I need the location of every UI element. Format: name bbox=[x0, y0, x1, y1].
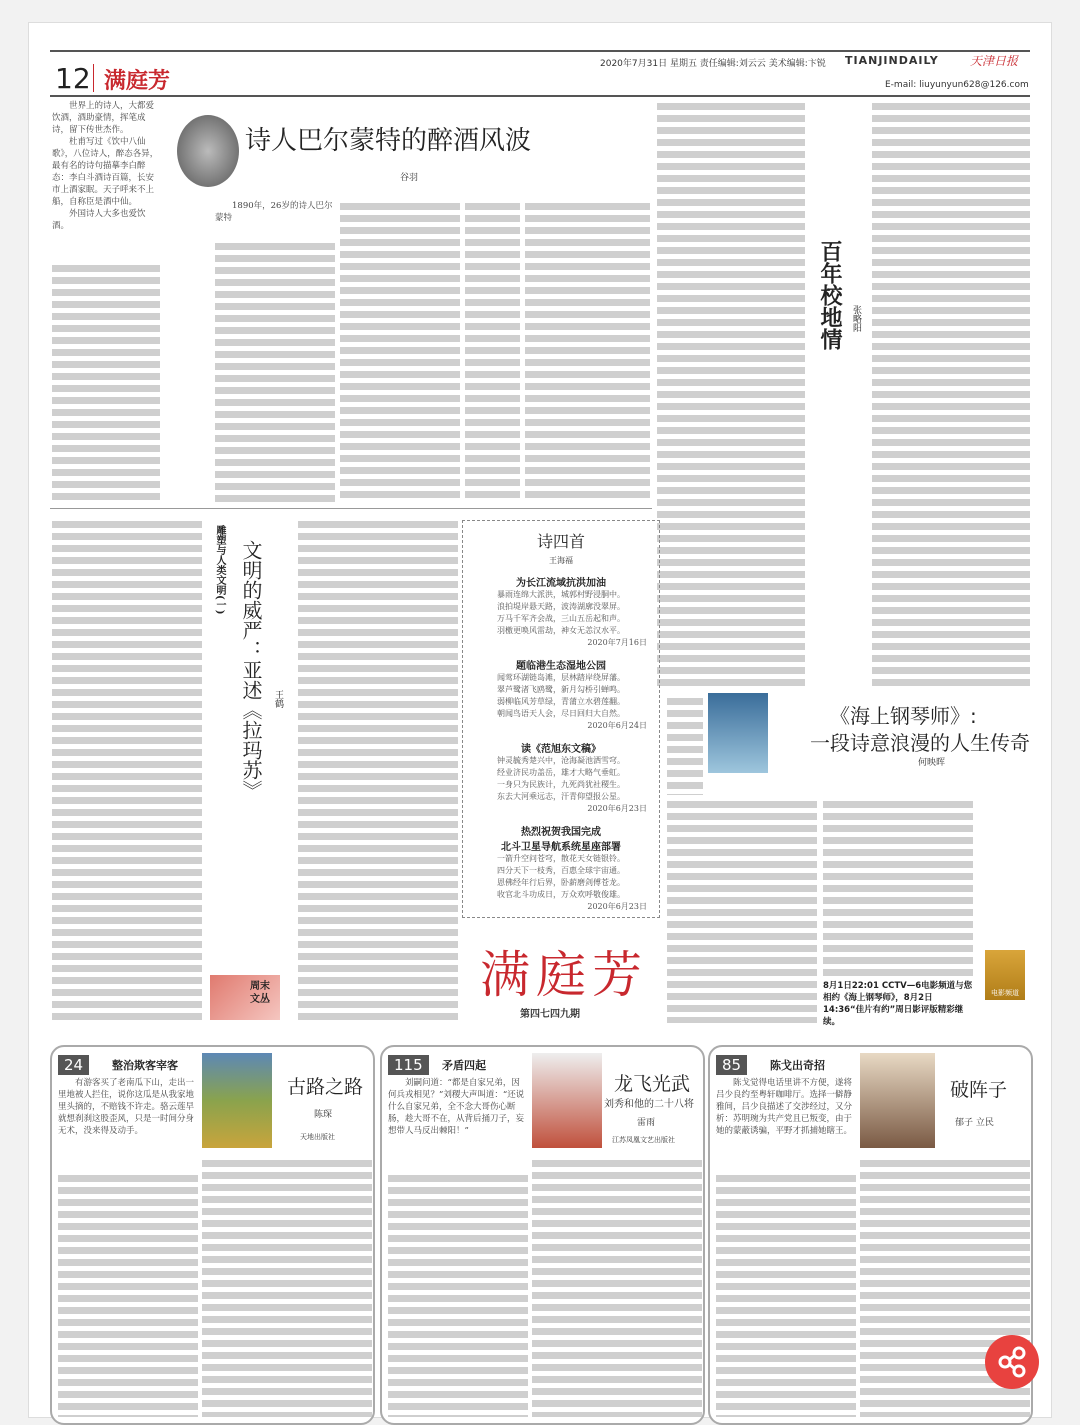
share-icon bbox=[985, 1335, 1039, 1389]
book-subtitle: 刘秀和他的二十八将 bbox=[604, 1099, 694, 1110]
serial-col bbox=[58, 1172, 198, 1417]
poem-line: 一箭升空问苍穹，散花天女链银铃。 bbox=[497, 854, 625, 863]
poem-line: 闻莺环湖链岛滩，层林踏岸绕屏藩。 bbox=[497, 673, 625, 682]
serial-number: 115 bbox=[388, 1055, 429, 1075]
serial-1 bbox=[50, 1045, 375, 1425]
article1-intro: 世界上的诗人，大都爱饮酒，酒助豪情，挥笔成诗，留下传世杰作。 杜甫写过《饮中八仙歌》，八位诗人，醉态各异，最有名的诗句描摹李白醉态：李白斗酒诗百篇，长安市上酒家眠。天子呼来不上船，自称臣是酒中仙。 外国诗人大多也爱饮酒。 bbox=[52, 101, 159, 231]
poems-title: 诗四首 bbox=[536, 532, 585, 551]
poem-line: 经业济民功盖岳，雄才大略气垂虹。 bbox=[497, 768, 625, 777]
publisher: 天地出版社 bbox=[300, 1133, 335, 1141]
portrait-image bbox=[177, 115, 239, 187]
poem-line: 收官北斗功成日，万众欢呼敬俊雄。 bbox=[497, 890, 625, 899]
poem-line: 暴雨连绵大派洪，城郭村野浸胴中。 bbox=[497, 590, 625, 599]
poem-line: 浪拍堤岸悬天路，波涛湖廓没翠屏。 bbox=[497, 602, 625, 611]
top-rule bbox=[50, 50, 1030, 52]
article1-author: 谷羽 bbox=[400, 173, 419, 183]
serial-number: 24 bbox=[58, 1055, 89, 1075]
article1-col bbox=[340, 200, 460, 500]
share-button[interactable] bbox=[985, 1335, 1039, 1389]
dateline: 2020年7月31日 星期五 责任编辑:刘云云 美术编辑:卞锐 bbox=[600, 59, 826, 69]
article4-title-2: 一段诗意浪漫的人生传奇 bbox=[810, 731, 1030, 755]
book-title: 破阵子 bbox=[950, 1079, 1008, 1101]
serial-col bbox=[388, 1172, 528, 1417]
historic-photo bbox=[860, 1053, 935, 1148]
article1-lead: 1890年，26岁的诗人巴尔蒙特 bbox=[215, 201, 333, 223]
article3-author: 王鹤 bbox=[273, 690, 283, 708]
page-number: 12 bbox=[55, 62, 91, 95]
poem-line: 万马千军齐会战，三山五岳起和声。 bbox=[497, 614, 625, 623]
series-label: 雕塑与人类文明(一) bbox=[214, 525, 225, 615]
serial-col bbox=[716, 1172, 856, 1417]
article1-col bbox=[525, 200, 650, 500]
poem-line: 钟灵毓秀楚兴中，沧海凝池洒雪穹。 bbox=[497, 756, 625, 765]
poem-date: 2020年6月23日 bbox=[587, 902, 647, 911]
divider bbox=[93, 64, 94, 92]
article4-col bbox=[667, 798, 817, 1023]
serial-text: 陈戈觉得电话里讲不方便，遂将吕少良约至粤轩咖啡厅。选择一僻静雅间，吕少良描述了交涉经过，又分析：苏明琬为共产党且已叛变，由于她的蒙蔽诱骗，平野才抓捕她瞎王。 bbox=[716, 1078, 853, 1136]
serial-2 bbox=[380, 1045, 705, 1425]
poem-line: 羽檄更唤风雷劫，神女无恙汉水平。 bbox=[497, 626, 625, 635]
poem-line: 弱柳临风芳草绿，青蒲立水碧莲翻。 bbox=[497, 697, 625, 706]
article2-author: 张略阳 bbox=[851, 305, 861, 332]
poem-line: 四分天下一枝秀，百惠全球宇宙通。 bbox=[497, 866, 625, 875]
weekend-logo-text: 周末文丛 bbox=[250, 981, 270, 1005]
serial-text: 刘嗣问道：“都是自家兄弟，因何兵戎相见？”刘稷大声叫道：“还说什么自家兄弟，全不念大哥伤心断肠，趁大哥不在，从背后捅刀子，妄想带人马反出棘阳！” bbox=[388, 1078, 525, 1136]
serial-col bbox=[532, 1157, 702, 1417]
brand-logo: 天津日报 bbox=[970, 54, 1019, 68]
section-title: 满庭芳 bbox=[104, 69, 171, 94]
issue-number: 第四七四九期 bbox=[520, 1009, 580, 1020]
article4-col bbox=[823, 798, 973, 976]
poem-line: 东去大河乘远志，汗青仰望报公星。 bbox=[497, 792, 625, 801]
poem-title: 读《范旭东文稿》 bbox=[521, 744, 601, 755]
book-author: 陈琛 bbox=[314, 1110, 333, 1120]
poem-date: 2020年6月23日 bbox=[587, 804, 647, 813]
publisher: 江苏凤凰文艺出版社 bbox=[612, 1136, 675, 1144]
poem-date: 2020年7月16日 bbox=[587, 638, 647, 647]
poem-title: 热烈祝贺我国完成 北斗卫星导航系统星座部署 bbox=[501, 827, 621, 853]
poems-author: 王海福 bbox=[549, 556, 573, 565]
article1-col bbox=[215, 240, 335, 502]
serial-number: 85 bbox=[716, 1055, 747, 1075]
movie-poster bbox=[708, 693, 768, 773]
article2-col bbox=[657, 100, 805, 690]
section-logo: 满庭芳 bbox=[480, 946, 648, 1004]
article3-col bbox=[298, 518, 458, 1023]
article4-author: 何映晖 bbox=[918, 758, 946, 768]
article4-col bbox=[667, 695, 703, 795]
book-author: 郁子 立民 bbox=[955, 1118, 994, 1128]
poem-date: 2020年6月24日 bbox=[587, 721, 647, 730]
brand: TIANJINDAILY bbox=[845, 54, 939, 67]
article4-title-1: 《海上钢琴师》: bbox=[830, 704, 977, 728]
article3-col bbox=[52, 518, 202, 1023]
poem-line: 朝闻鸟语天人会，尽日回归大自然。 bbox=[497, 709, 625, 718]
article1-title: 诗人巴尔蒙特的醉酒风波 bbox=[245, 126, 532, 156]
article1-col bbox=[465, 200, 520, 500]
book-author: 雷雨 bbox=[637, 1118, 656, 1128]
poem-line: 翠芦鹭渚飞鸥鹭，新月勾桥引蝉鸣。 bbox=[497, 685, 625, 694]
poem-line: 恩佛经年行后界，卧薪磨剑傅苍龙。 bbox=[497, 878, 625, 887]
article2-title: 百年校地情 bbox=[817, 240, 843, 350]
chapter-title: 陈戈出奇招 bbox=[770, 1059, 825, 1072]
article2-col bbox=[872, 100, 1030, 690]
serial-text: 有游客买了老南瓜下山，走出一里地被人拦住，说你这瓜是从我家地里头摘的，不赔钱不许走。骆云莲早就想刹刹这股歪风，只是一时间分身无术，没来得及动手。 bbox=[58, 1078, 195, 1136]
book-cover bbox=[532, 1053, 602, 1148]
divider bbox=[50, 508, 652, 509]
article1-body bbox=[52, 262, 160, 502]
article3-title: 文明的威严：亚述《拉玛苏》 bbox=[239, 540, 263, 800]
poem-line: 一身只为民族计，九死尚犹社稷生。 bbox=[497, 780, 625, 789]
poem-title: 为长江流域抗洪加油 bbox=[516, 578, 606, 589]
broadcast-notice: 8月1日22:01 CCTV—6电影频道与您相约《海上钢琴师》，8月2日14:36“佳片有约”周日影评版精彩继续。 bbox=[823, 981, 973, 1027]
poems-box bbox=[462, 520, 660, 918]
weekend-logo bbox=[210, 975, 280, 1020]
chapter-title: 整治欺客宰客 bbox=[112, 1059, 178, 1072]
chapter-title: 矛盾四起 bbox=[442, 1059, 486, 1072]
book-cover bbox=[202, 1053, 272, 1148]
email: E-mail: liuyunyun628@126.com bbox=[885, 80, 1029, 90]
header-rule bbox=[50, 95, 1030, 97]
book-title: 龙飞光武 bbox=[614, 1073, 691, 1095]
movie-channel-logo: 电影频道 bbox=[985, 950, 1025, 1000]
book-title: 古路之路 bbox=[287, 1076, 364, 1098]
poem-title: 题临港生态湿地公园 bbox=[516, 661, 606, 672]
serial-col bbox=[202, 1157, 372, 1417]
